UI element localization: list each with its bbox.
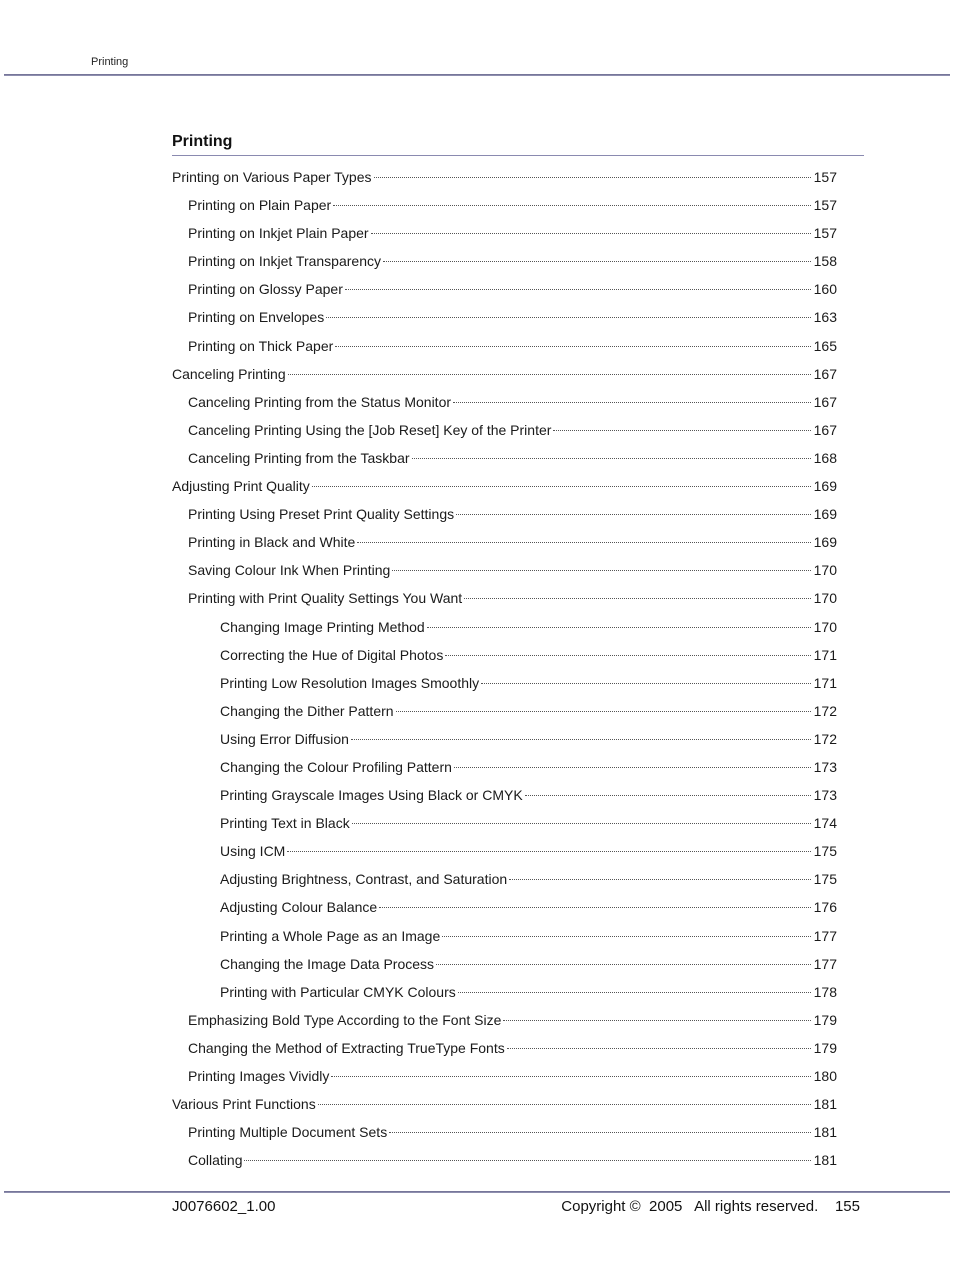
toc-leader-dots: [326, 317, 811, 318]
toc-entry-title: Changing the Colour Profiling Pattern: [220, 758, 452, 775]
toc-entry[interactable]: [172, 697, 837, 725]
toc-entry-page: 179: [813, 1011, 837, 1028]
toc-entry[interactable]: [172, 922, 837, 950]
toc-entry-page: 179: [813, 1039, 837, 1056]
toc-entry[interactable]: [172, 978, 837, 1006]
toc-leader-dots: [351, 739, 811, 740]
toc-leader-dots: [333, 205, 811, 206]
toc-entry-title: Changing the Image Data Process: [220, 955, 435, 972]
toc-entry-title: Canceling Printing from the Status Monitor: [188, 393, 452, 410]
toc-entry[interactable]: [172, 781, 837, 809]
section-title-rule: [172, 155, 864, 156]
toc-entry-page: 163: [813, 309, 837, 326]
toc-entry-page: 172: [813, 702, 837, 719]
table-of-contents: [172, 163, 837, 1174]
toc-entry-title: Printing in Black and White: [188, 534, 356, 551]
toc-leader-dots: [464, 598, 811, 599]
toc-entry[interactable]: [172, 1090, 837, 1118]
toc-entry-title: Printing on Envelopes: [188, 309, 325, 326]
toc-entry-title: Printing on Glossy Paper: [188, 281, 343, 298]
toc-leader-dots: [396, 711, 811, 712]
footer-copyright: Copyright © 2005 All rights reserved. 155: [561, 1198, 860, 1215]
toc-leader-dots: [436, 964, 811, 965]
toc-entry-page: 172: [813, 730, 837, 747]
toc-entry-title: Adjusting Colour Balance: [220, 899, 378, 916]
toc-leader-dots: [288, 374, 811, 375]
toc-entry-title: Saving Colour Ink When Printing: [188, 562, 391, 579]
toc-entry[interactable]: [172, 837, 837, 865]
toc-entry-title: Changing the Method of Extracting TrueType Fonts: [188, 1039, 505, 1056]
toc-entry[interactable]: [172, 1006, 837, 1034]
toc-leader-dots: [458, 992, 811, 993]
toc-entry-page: 181: [813, 1096, 837, 1113]
header-rule: [4, 74, 950, 76]
toc-entry[interactable]: [172, 500, 837, 528]
toc-entry-page: 165: [813, 337, 837, 354]
toc-entry[interactable]: [172, 332, 837, 360]
toc-entry-title: Printing Using Preset Print Quality Settings: [188, 506, 455, 523]
toc-entry-page: 169: [813, 534, 837, 551]
toc-entry-title: Using ICM: [220, 843, 286, 860]
toc-leader-dots: [379, 907, 811, 908]
toc-leader-dots: [453, 402, 811, 403]
toc-entry[interactable]: [172, 163, 837, 191]
toc-entry-title: Canceling Printing from the Taskbar: [188, 449, 410, 466]
toc-entry-page: 170: [813, 618, 837, 635]
toc-leader-dots: [507, 1048, 811, 1049]
toc-entry-title: Printing Grayscale Images Using Black or CMYK: [220, 787, 523, 804]
toc-entry-title: Changing the Dither Pattern: [220, 702, 394, 719]
toc-entry-page: 170: [813, 590, 837, 607]
toc-entry-page: 173: [813, 758, 837, 775]
toc-entry-page: 171: [813, 674, 837, 691]
toc-entry-title: Printing Multiple Document Sets: [188, 1124, 388, 1141]
toc-entry-page: 170: [813, 562, 837, 579]
toc-leader-dots: [352, 823, 811, 824]
toc-entry-title: Using Error Diffusion: [220, 730, 349, 747]
toc-entry[interactable]: [172, 641, 837, 669]
toc-entry-page: 167: [813, 393, 837, 410]
toc-leader-dots: [335, 346, 811, 347]
toc-entry-title: Collating: [188, 1152, 243, 1169]
toc-entry-page: 180: [813, 1068, 837, 1084]
toc-leader-dots: [456, 514, 811, 515]
toc-leader-dots: [503, 1020, 811, 1021]
toc-entry[interactable]: [172, 1062, 837, 1090]
toc-entry-title: Canceling Printing: [172, 365, 286, 382]
toc-leader-dots: [525, 795, 811, 796]
toc-entry[interactable]: [172, 669, 837, 697]
toc-entry[interactable]: [172, 556, 837, 584]
toc-leader-dots: [454, 767, 811, 768]
toc-entry[interactable]: [172, 247, 837, 275]
toc-entry-title: Printing on Inkjet Plain Paper: [188, 225, 369, 242]
toc-entry-page: 169: [813, 478, 837, 495]
toc-leader-dots: [442, 936, 811, 937]
toc-entry-page: 175: [813, 843, 837, 860]
toc-entry[interactable]: [172, 416, 837, 444]
toc-entry[interactable]: [172, 219, 837, 247]
toc-leader-dots: [481, 683, 811, 684]
toc-entry-page: 160: [813, 281, 837, 298]
footer-rule: [4, 1191, 950, 1193]
toc-entry-page: 174: [813, 815, 837, 832]
toc-entry-page: 167: [813, 421, 837, 438]
running-head: Printing: [91, 56, 129, 68]
toc-entry[interactable]: [172, 753, 837, 781]
toc-leader-dots: [345, 289, 811, 290]
toc-entry-title: Printing with Print Quality Settings You Want: [188, 590, 463, 607]
toc-entry-title: Printing on Various Paper Types: [172, 169, 372, 185]
toc-entry-title: Printing a Whole Page as an Image: [220, 927, 441, 944]
toc-entry[interactable]: [172, 444, 837, 472]
toc-leader-dots: [412, 458, 811, 459]
toc-entry[interactable]: [172, 388, 837, 416]
toc-entry[interactable]: [172, 1034, 837, 1062]
toc-entry-page: 167: [813, 365, 837, 382]
toc-entry-title: Various Print Functions: [172, 1096, 316, 1113]
toc-leader-dots: [318, 1104, 811, 1105]
toc-entry-title: Printing on Thick Paper: [188, 337, 334, 354]
toc-entry-page: 177: [813, 955, 837, 972]
toc-entry[interactable]: [172, 809, 837, 837]
toc-leader-dots: [445, 655, 811, 656]
toc-leader-dots: [244, 1160, 811, 1161]
toc-leader-dots: [331, 1076, 811, 1077]
toc-entry-title: Adjusting Print Quality: [172, 478, 310, 495]
toc-entry-title: Printing Images Vividly: [188, 1068, 330, 1084]
toc-entry-title: Changing Image Printing Method: [220, 618, 425, 635]
toc-entry[interactable]: [172, 865, 837, 893]
footer-doc-id: J0076602_1.00: [172, 1198, 276, 1215]
toc-leader-dots: [427, 627, 811, 628]
toc-entry[interactable]: [172, 950, 837, 978]
toc-entry[interactable]: [172, 360, 837, 388]
toc-entry-title: Printing Low Resolution Images Smoothly: [220, 674, 480, 691]
toc-entry-page: 157: [813, 197, 837, 214]
toc-leader-dots: [371, 233, 811, 234]
toc-entry-page: 158: [813, 253, 837, 270]
toc-leader-dots: [357, 542, 811, 543]
toc-entry-title: Printing on Inkjet Transparency: [188, 253, 381, 270]
toc-entry-page: 173: [813, 787, 837, 804]
toc-entry[interactable]: [172, 528, 837, 556]
toc-entry-title: Printing on Plain Paper: [188, 197, 332, 214]
toc-entry-page: 175: [813, 871, 837, 888]
toc-entry-page: 181: [813, 1152, 837, 1169]
toc-entry[interactable]: [172, 1118, 837, 1146]
toc-entry[interactable]: [172, 893, 837, 921]
toc-entry-title: Emphasizing Bold Type According to the Font Size: [188, 1011, 502, 1028]
toc-leader-dots: [553, 430, 811, 431]
toc-leader-dots: [389, 1132, 811, 1133]
toc-leader-dots: [312, 486, 811, 487]
toc-entry-title: Correcting the Hue of Digital Photos: [220, 646, 444, 663]
toc-leader-dots: [374, 177, 812, 178]
toc-entry-page: 168: [813, 449, 837, 466]
toc-entry-page: 181: [813, 1124, 837, 1141]
toc-entry-title: Canceling Printing Using the [Job Reset] Key of the Printer: [188, 421, 552, 438]
toc-entry-page: 157: [813, 225, 837, 242]
toc-entry[interactable]: [172, 725, 837, 753]
toc-leader-dots: [392, 570, 811, 571]
toc-entry[interactable]: [172, 275, 837, 303]
toc-entry[interactable]: [172, 584, 837, 612]
toc-entry-title: Printing Text in Black: [220, 815, 350, 832]
toc-entry-page: 177: [813, 927, 837, 944]
toc-entry-page: 169: [813, 506, 837, 523]
toc-entry[interactable]: [172, 472, 837, 500]
toc-entry-title: Adjusting Brightness, Contrast, and Saturation: [220, 871, 508, 888]
toc-entry[interactable]: [172, 303, 837, 331]
section-title: Printing: [172, 133, 233, 150]
toc-entry-page: 157: [813, 169, 837, 185]
toc-entry-page: 171: [813, 646, 837, 663]
toc-entry-page: 178: [813, 983, 837, 1000]
toc-leader-dots: [383, 261, 811, 262]
toc-entry[interactable]: [172, 191, 837, 219]
toc-entry-title: Printing with Particular CMYK Colours: [220, 983, 456, 1000]
toc-entry-page: 176: [813, 899, 837, 916]
toc-leader-dots: [509, 879, 811, 880]
toc-entry[interactable]: [172, 1146, 837, 1174]
toc-entry[interactable]: [172, 613, 837, 641]
toc-leader-dots: [287, 851, 811, 852]
